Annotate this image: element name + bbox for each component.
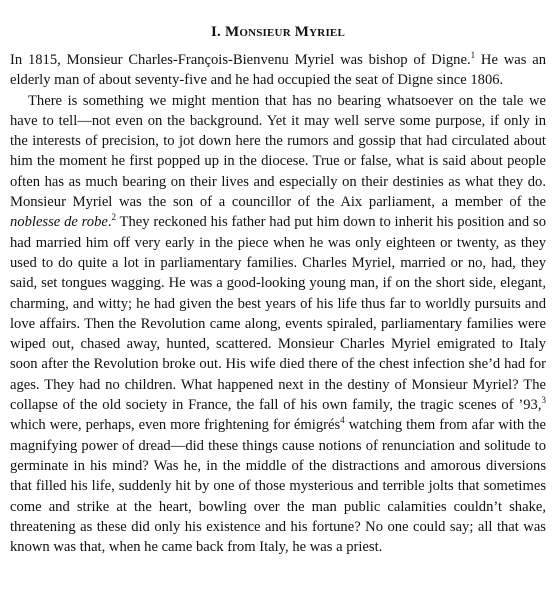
- paragraph-1-text-a: In 1815, Monsieur Charles-François-Bienvenu Myriel was bishop of Digne.: [10, 52, 471, 68]
- chapter-title-name-rest: yriel: [309, 24, 345, 40]
- chapter-title-name-initial: M: [294, 24, 310, 40]
- paragraph-2-period: .: [107, 214, 112, 231]
- chapter-heading: [10, 22, 546, 42]
- footnote-marker-3[interactable]: 3: [541, 395, 546, 406]
- footnote-marker-1[interactable]: 1: [470, 50, 476, 61]
- paragraph-1-text-b: He was an elderly man of about seventy-five and he had occupied the seat of Digne since 1806.: [10, 52, 546, 89]
- paragraph-2-text-a: There is something we might mention that has no bearing whatsoever on the tale we have to tell—not even on the background. Yet it may well serve some purpose, if only in the interests of precision, to jot down here the rumors and gossip that had circulated about him the moment he first popped up in the diocese. True or false, what is said about people often has as much bearing on their lives and especially on their destinies as what they do. Monsieur Myriel was the son of a councillor of the Aix parliament, a member of the: [10, 92, 546, 211]
- chapter-title-rest: onsieur: [239, 24, 291, 40]
- chapter-title: [225, 24, 345, 40]
- paragraph-1: [10, 50, 546, 91]
- paragraph-2-text-d: watching them from afar with the magnifying power of dread—did these things cause notions of renunciation and solitude to germinate in his mind? Was he, in the middle of the distractions and amorous diversions that filled his life, suddenly hit by one of those mysterious and terrible jolts that sometimes come and strike at the heart, bowling over the man public calamities couldn’t shake, threatening as these did only his existence and his fortune? No one could say; all that was known was that, when he came back from Italy, he was a priest.: [10, 417, 546, 556]
- book-page: [10, 22, 546, 557]
- paragraph-2-text-b: They reckoned his father had put him down to inherit his position and so had married him off very early in the piece when he was only eighteen or twenty, as they used to do quite a lot in parliamentary families. Charles Myriel, married or no, had, they said, set tongues wagging. He was a good-looking young man, if on the short side, elegant, charming, and witty; he had given the best years of his life thus far to worldly pursuits and love affairs. Then the Revolution came along, events spiraled, parliamentary families were wiped out, chased away, hunted, scattered. Monsieur Charles Myriel emigrated to Italy soon after the Revolution broke out. His wife died there of the chest infection she’d had for ages. They had no children. What happened next in the destiny of Monsieur Myriel? The collapse of the old society in France, the fall of his own family, the tragic scenes of ’93,: [10, 214, 546, 414]
- paragraph-2: [10, 91, 546, 558]
- chapter-title-initial: M: [224, 24, 240, 40]
- footnote-marker-2[interactable]: 2: [111, 212, 117, 223]
- paragraph-2-text-c: which were, perhaps, even more frightening for émigrés: [10, 417, 341, 434]
- footnote-marker-4[interactable]: 4: [340, 415, 345, 426]
- chapter-number: I.: [211, 24, 221, 40]
- italic-term-noblesse-de-robe: noblesse de robe: [10, 214, 108, 231]
